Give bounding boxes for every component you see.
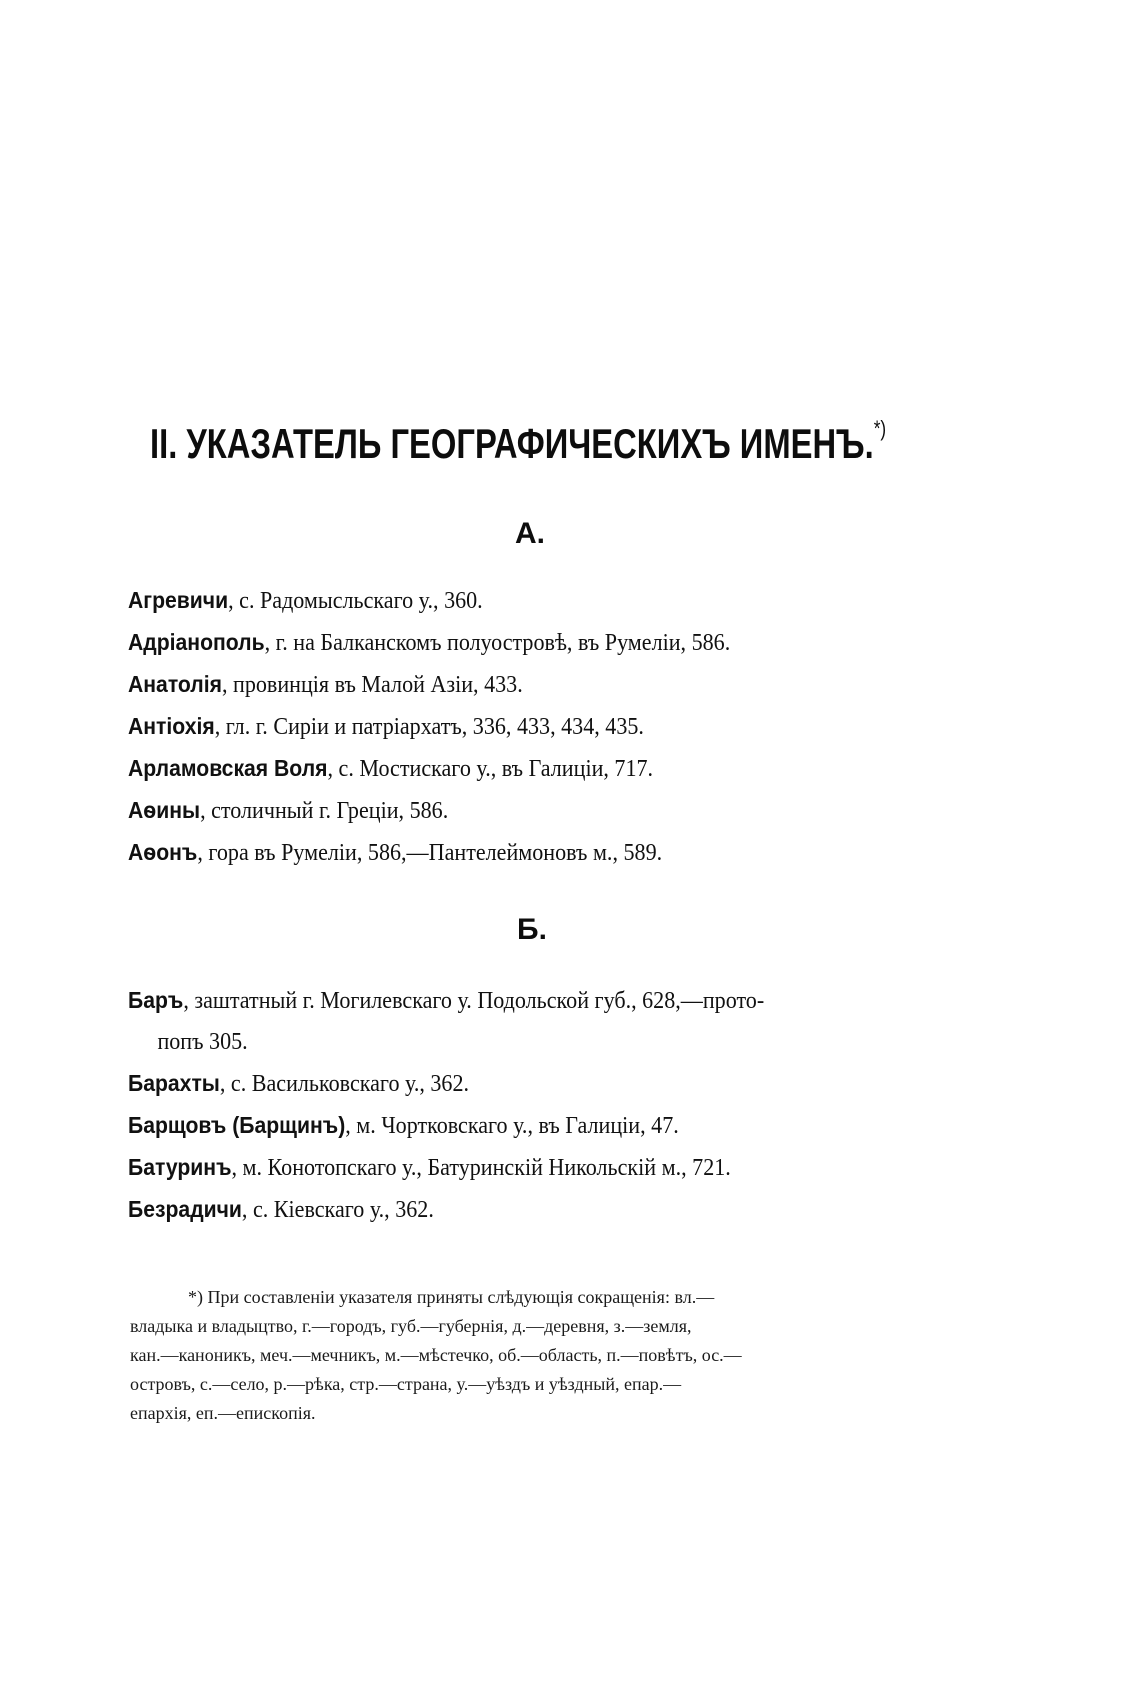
index-entry xyxy=(128,1147,901,1189)
section-b-entries xyxy=(128,980,968,1231)
entry-name: Антіохія xyxy=(128,713,215,739)
index-entry xyxy=(128,748,901,790)
entry-description: , столичный г. Греціи, 586. xyxy=(200,798,449,824)
index-entry xyxy=(128,1189,901,1231)
entry-name: Агревичи xyxy=(128,587,229,613)
entry-name: Аѳины xyxy=(128,797,201,823)
section-a-entries xyxy=(128,580,968,874)
index-entry xyxy=(128,1105,901,1147)
page-title xyxy=(150,416,887,468)
entry-continuation: попъ 305. xyxy=(157,1029,248,1055)
index-entry xyxy=(128,980,901,1063)
entry-description: , гл. г. Сиріи и патріархатъ, 336, 433, 434, 435. xyxy=(214,714,644,740)
title-footnote-mark: *) xyxy=(873,416,887,441)
title-text: II. УКАЗАТЕЛЬ ГЕОГРАФИЧЕСКИХЪ ИМЕНЪ. xyxy=(150,420,874,467)
index-entry xyxy=(128,664,901,706)
entry-description: , г. на Балканскомъ полуостровѣ, въ Румеліи, 586. xyxy=(264,630,731,656)
entry-description: , с. Кіевскаго у., 362. xyxy=(241,1197,434,1223)
entry-name: Батуринъ xyxy=(128,1154,232,1180)
entry-name: Барщовъ (Барщинъ) xyxy=(128,1112,346,1138)
index-entry xyxy=(128,1063,901,1105)
footnote-line: *) При составленіи указателя приняты слѣдующія сокращенія: вл.— xyxy=(188,1287,715,1307)
entry-name: Анатолія xyxy=(128,671,222,697)
footnote-line: епархія, еп.—епископія. xyxy=(130,1403,316,1423)
index-entry xyxy=(128,790,901,832)
section-letter-b: Б. xyxy=(517,913,547,946)
entry-description: , с. Мостискаго у., въ Галиціи, 717. xyxy=(327,756,654,782)
entry-name: Баръ xyxy=(128,987,184,1013)
entry-description: , с. Васильковскаго у., 362. xyxy=(219,1071,470,1097)
section-letter-a: А. xyxy=(515,517,545,550)
index-entry xyxy=(128,580,901,622)
entry-description: , м. Чортковскаго у., въ Галиціи, 47. xyxy=(345,1113,679,1139)
footnote-line: кан.—каноникъ, меч.—мечникъ, м.—мѣстечко, об.—область, п.—повѣтъ, ос.— xyxy=(130,1345,742,1365)
footnote-line: островъ, с.—село, р.—рѣка, стр.—страна, у.—уѣздъ и уѣздный, епар.— xyxy=(130,1374,682,1394)
entry-description: , заштатный г. Могилевскаго у. Подольской губ., 628,—прото- xyxy=(183,988,765,1014)
index-entry xyxy=(128,706,901,748)
entry-name: Арламовская Воля xyxy=(128,755,328,781)
entry-description: , м. Конотопскаго у., Батуринскій Никольскій м., 721. xyxy=(231,1155,731,1181)
entry-name: Барахты xyxy=(128,1070,220,1096)
footnote xyxy=(130,1283,970,1428)
entry-description: , с. Радомысльскаго у., 360. xyxy=(228,588,483,614)
entry-name: Адріанополь xyxy=(128,629,265,655)
entry-description: , провинція въ Малой Азіи, 433. xyxy=(221,672,523,698)
entry-name: Аѳонъ xyxy=(128,839,198,865)
index-entry xyxy=(128,832,901,874)
index-entry xyxy=(128,622,901,664)
entry-name: Безрадичи xyxy=(128,1196,242,1222)
footnote-line: владыка и владыцтво, г.—городъ, губ.—губернія, д.—деревня, з.—земля, xyxy=(130,1316,692,1336)
entry-description: , гора въ Румеліи, 586,—Пантелеймоновъ м., 589. xyxy=(197,840,663,866)
